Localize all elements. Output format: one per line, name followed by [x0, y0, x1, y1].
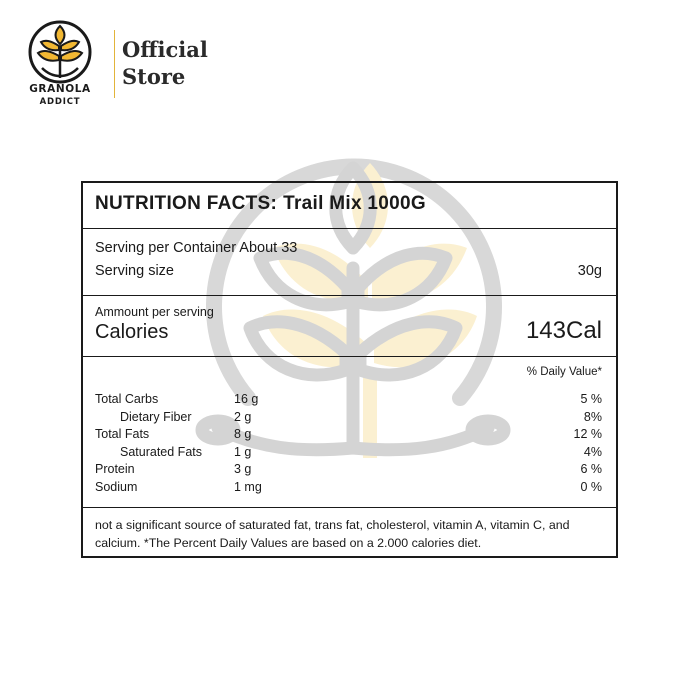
nutrient-name: Sodium [95, 480, 138, 494]
nutrient-daily-value: 0 % [580, 480, 602, 494]
nutrient-amount: 2 g [234, 409, 252, 424]
nutrient-row [83, 462, 616, 479]
nutrient-daily-value: 8% [583, 409, 602, 424]
daily-value-header: % Daily Value* [526, 366, 602, 378]
wheat-icon [38, 26, 82, 78]
nutrient-amount: 3 g [234, 462, 252, 477]
store-line-2: Store [122, 64, 186, 89]
footnote-section [83, 507, 616, 558]
nutrient-name: Saturated Fats [120, 444, 202, 459]
nutrient-row [83, 480, 616, 497]
logo-text-top: GRANOLA [29, 83, 91, 95]
nutrient-name: Dietary Fiber [120, 409, 192, 424]
logo-divider [114, 30, 115, 98]
nutrition-facts-panel [81, 181, 618, 558]
calories-section [83, 295, 616, 357]
facts-title-section [83, 183, 616, 229]
facts-title-label: NUTRITION FACTS: [95, 193, 278, 214]
nutrient-daily-value: 5 % [580, 392, 602, 406]
nutrient-row [83, 427, 616, 444]
nutrient-amount: 1 g [234, 444, 252, 459]
facts-product-name: Trail Mix 1000G [283, 193, 426, 214]
nutrients-table [83, 356, 616, 508]
nutrient-name: Protein [95, 462, 135, 477]
serving-size-value: 30g [577, 263, 602, 279]
footnote-text: not a significant source of saturated fat, trans fat, cholesterol, vitamin A, vitamin C, and calcium. *The Percent Daily Values are based on a 2.000 calories diet. [95, 518, 570, 550]
serving-per-container: Serving per Container About 33 [95, 240, 298, 256]
calories-label: Calories [95, 321, 169, 343]
facts-title [95, 193, 426, 215]
serving-size-label: Serving size [95, 263, 174, 279]
nutrient-amount: 8 g [234, 427, 252, 442]
nutrient-amount: 16 g [234, 392, 259, 406]
logo-text-bottom: ADDICT [39, 97, 81, 107]
nutrient-name: Total Carbs [95, 392, 159, 406]
nutrient-row [83, 392, 616, 409]
official-store-label [122, 36, 208, 90]
store-line-1: Official [122, 37, 208, 62]
amount-per-serving-label: Ammount per serving [95, 305, 214, 319]
nutrient-row [83, 445, 616, 462]
calories-value: 143Cal [525, 317, 602, 344]
nutrient-name: Total Fats [95, 427, 150, 442]
granola-addict-logo [18, 18, 102, 108]
nutrient-daily-value: 12 % [573, 427, 602, 442]
nutrient-daily-value: 6 % [580, 462, 602, 477]
nutrient-row [83, 410, 616, 427]
nutrient-amount: 1 mg [234, 480, 262, 494]
serving-section [83, 228, 616, 296]
nutrient-daily-value: 4% [583, 444, 602, 459]
